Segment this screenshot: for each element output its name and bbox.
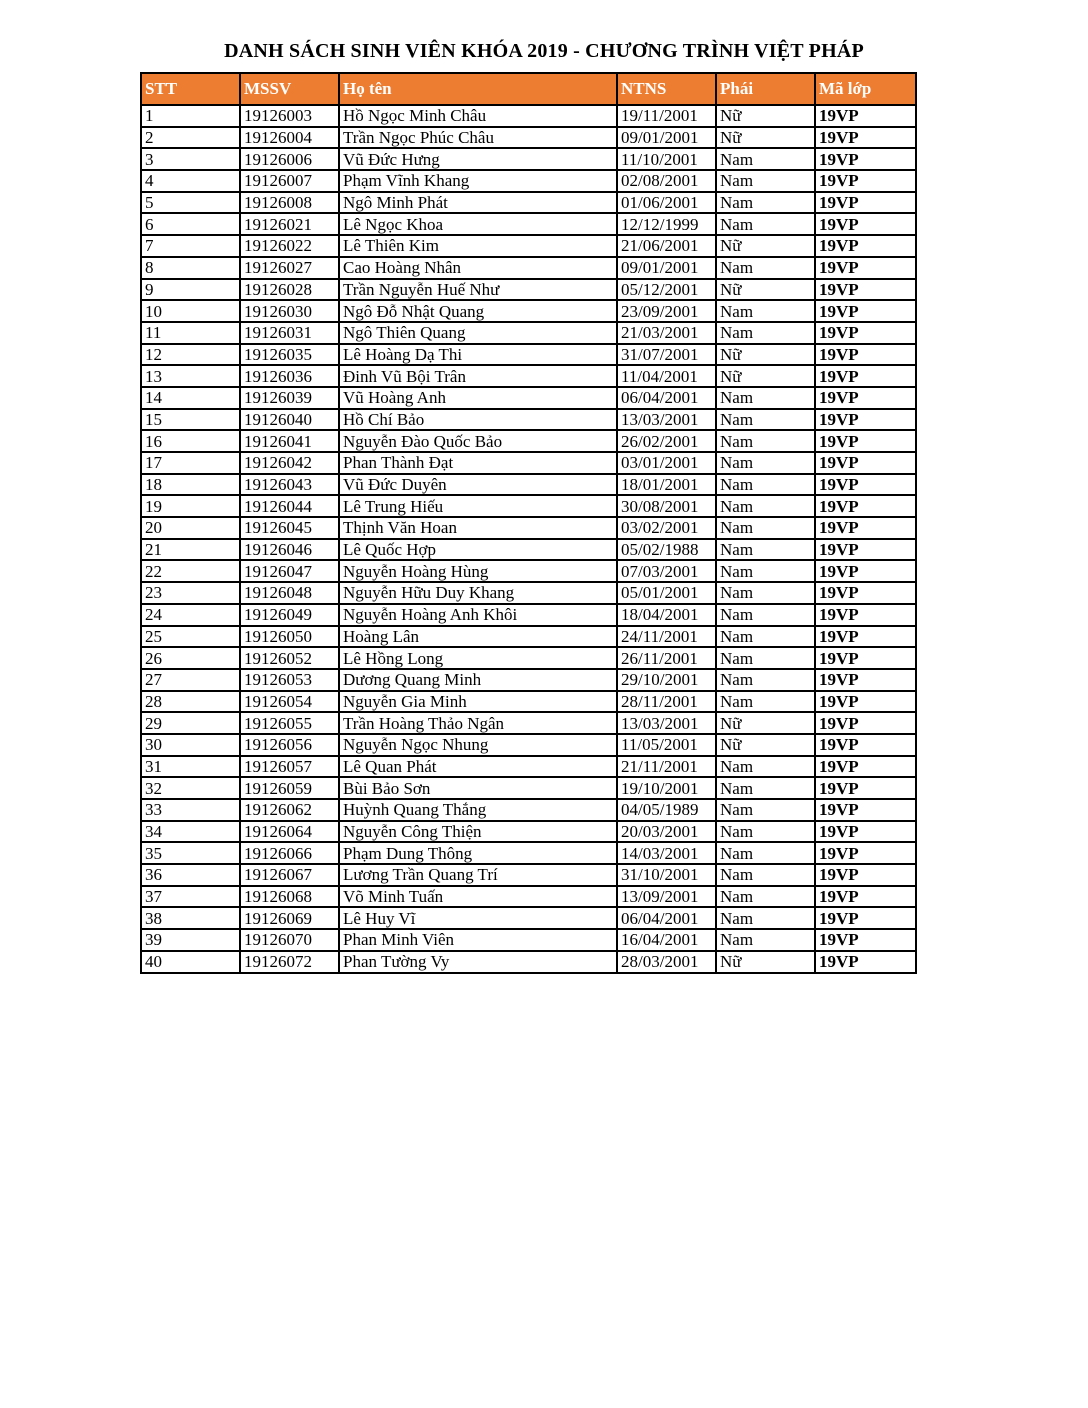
cell-gender: Nam bbox=[716, 257, 815, 279]
cell-stt: 16 bbox=[141, 430, 240, 452]
cell-stt: 25 bbox=[141, 626, 240, 648]
cell-name: Võ Minh Tuấn bbox=[339, 886, 617, 908]
cell-stt: 28 bbox=[141, 691, 240, 713]
table-row bbox=[141, 734, 916, 756]
table-row bbox=[141, 821, 916, 843]
cell-dob: 28/03/2001 bbox=[617, 951, 716, 973]
cell-name: Nguyễn Ngọc Nhung bbox=[339, 734, 617, 756]
cell-class: 19VP bbox=[815, 170, 916, 192]
cell-dob: 23/09/2001 bbox=[617, 300, 716, 322]
cell-mssv: 19126041 bbox=[240, 430, 339, 452]
cell-mssv: 19126072 bbox=[240, 951, 339, 973]
table-row bbox=[141, 691, 916, 713]
cell-stt: 32 bbox=[141, 777, 240, 799]
table-row bbox=[141, 192, 916, 214]
cell-dob: 01/06/2001 bbox=[617, 192, 716, 214]
cell-dob: 31/07/2001 bbox=[617, 344, 716, 366]
cell-mssv: 19126040 bbox=[240, 409, 339, 431]
cell-gender: Nữ bbox=[716, 105, 815, 127]
cell-stt: 10 bbox=[141, 300, 240, 322]
table-row bbox=[141, 604, 916, 626]
cell-gender: Nam bbox=[716, 647, 815, 669]
table-row bbox=[141, 560, 916, 582]
cell-stt: 12 bbox=[141, 344, 240, 366]
cell-gender: Nữ bbox=[716, 344, 815, 366]
cell-stt: 13 bbox=[141, 365, 240, 387]
table-row bbox=[141, 495, 916, 517]
document-title: DANH SÁCH SINH VIÊN KHÓA 2019 - CHƯƠNG TRÌNH VIỆT PHÁP bbox=[224, 40, 864, 62]
cell-stt: 15 bbox=[141, 409, 240, 431]
cell-stt: 27 bbox=[141, 669, 240, 691]
cell-class: 19VP bbox=[815, 387, 916, 409]
cell-class: 19VP bbox=[815, 300, 916, 322]
cell-dob: 05/02/1988 bbox=[617, 539, 716, 561]
table-row bbox=[141, 279, 916, 301]
cell-class: 19VP bbox=[815, 626, 916, 648]
cell-gender: Nam bbox=[716, 864, 815, 886]
cell-name: Ngô Minh Phát bbox=[339, 192, 617, 214]
cell-class: 19VP bbox=[815, 777, 916, 799]
cell-class: 19VP bbox=[815, 192, 916, 214]
cell-dob: 21/11/2001 bbox=[617, 756, 716, 778]
cell-class: 19VP bbox=[815, 691, 916, 713]
table-row bbox=[141, 257, 916, 279]
cell-gender: Nam bbox=[716, 560, 815, 582]
cell-stt: 14 bbox=[141, 387, 240, 409]
cell-mssv: 19126056 bbox=[240, 734, 339, 756]
cell-gender: Nữ bbox=[716, 712, 815, 734]
cell-name: Bùi Bảo Sơn bbox=[339, 777, 617, 799]
cell-dob: 19/11/2001 bbox=[617, 105, 716, 127]
cell-mssv: 19126035 bbox=[240, 344, 339, 366]
table-row bbox=[141, 452, 916, 474]
cell-gender: Nam bbox=[716, 409, 815, 431]
cell-class: 19VP bbox=[815, 452, 916, 474]
cell-name: Nguyễn Hoàng Anh Khôi bbox=[339, 604, 617, 626]
cell-stt: 36 bbox=[141, 864, 240, 886]
cell-dob: 06/04/2001 bbox=[617, 387, 716, 409]
cell-gender: Nam bbox=[716, 626, 815, 648]
cell-class: 19VP bbox=[815, 560, 916, 582]
cell-class: 19VP bbox=[815, 951, 916, 973]
cell-gender: Nam bbox=[716, 821, 815, 843]
cell-mssv: 19126021 bbox=[240, 213, 339, 235]
cell-stt: 6 bbox=[141, 213, 240, 235]
cell-dob: 03/01/2001 bbox=[617, 452, 716, 474]
cell-class: 19VP bbox=[815, 712, 916, 734]
table-row bbox=[141, 626, 916, 648]
cell-dob: 05/12/2001 bbox=[617, 279, 716, 301]
table-row bbox=[141, 582, 916, 604]
cell-name: Trần Nguyễn Huế Như bbox=[339, 279, 617, 301]
cell-dob: 16/04/2001 bbox=[617, 929, 716, 951]
cell-stt: 31 bbox=[141, 756, 240, 778]
cell-mssv: 19126044 bbox=[240, 495, 339, 517]
cell-stt: 3 bbox=[141, 148, 240, 170]
cell-stt: 30 bbox=[141, 734, 240, 756]
cell-name: Phan Thành Đạt bbox=[339, 452, 617, 474]
cell-class: 19VP bbox=[815, 907, 916, 929]
cell-mssv: 19126039 bbox=[240, 387, 339, 409]
cell-stt: 24 bbox=[141, 604, 240, 626]
cell-gender: Nam bbox=[716, 777, 815, 799]
cell-gender: Nam bbox=[716, 170, 815, 192]
cell-name: Đinh Vũ Bội Trân bbox=[339, 365, 617, 387]
cell-class: 19VP bbox=[815, 886, 916, 908]
cell-name: Vũ Đức Duyên bbox=[339, 474, 617, 496]
table-row bbox=[141, 409, 916, 431]
cell-name: Trần Hoàng Thảo Ngân bbox=[339, 712, 617, 734]
table-row bbox=[141, 907, 916, 929]
cell-stt: 21 bbox=[141, 539, 240, 561]
cell-dob: 13/03/2001 bbox=[617, 712, 716, 734]
cell-name: Dương Quang Minh bbox=[339, 669, 617, 691]
cell-name: Vũ Đức Hưng bbox=[339, 148, 617, 170]
cell-stt: 19 bbox=[141, 495, 240, 517]
cell-mssv: 19126036 bbox=[240, 365, 339, 387]
cell-gender: Nam bbox=[716, 886, 815, 908]
cell-mssv: 19126007 bbox=[240, 170, 339, 192]
cell-mssv: 19126068 bbox=[240, 886, 339, 908]
cell-gender: Nam bbox=[716, 582, 815, 604]
cell-dob: 18/01/2001 bbox=[617, 474, 716, 496]
cell-name: Lê Hoàng Dạ Thi bbox=[339, 344, 617, 366]
cell-gender: Nam bbox=[716, 322, 815, 344]
table-row bbox=[141, 517, 916, 539]
cell-mssv: 19126057 bbox=[240, 756, 339, 778]
cell-class: 19VP bbox=[815, 257, 916, 279]
cell-stt: 4 bbox=[141, 170, 240, 192]
cell-gender: Nam bbox=[716, 929, 815, 951]
cell-class: 19VP bbox=[815, 409, 916, 431]
cell-gender: Nữ bbox=[716, 951, 815, 973]
cell-name: Lê Huy Vĩ bbox=[339, 907, 617, 929]
cell-name: Lương Trần Quang Trí bbox=[339, 864, 617, 886]
cell-mssv: 19126069 bbox=[240, 907, 339, 929]
cell-class: 19VP bbox=[815, 821, 916, 843]
cell-gender: Nam bbox=[716, 604, 815, 626]
cell-stt: 39 bbox=[141, 929, 240, 951]
cell-gender: Nam bbox=[716, 452, 815, 474]
cell-name: Nguyễn Hữu Duy Khang bbox=[339, 582, 617, 604]
table-row bbox=[141, 474, 916, 496]
cell-class: 19VP bbox=[815, 279, 916, 301]
cell-mssv: 19126003 bbox=[240, 105, 339, 127]
cell-dob: 26/02/2001 bbox=[617, 430, 716, 452]
cell-dob: 19/10/2001 bbox=[617, 777, 716, 799]
cell-dob: 07/03/2001 bbox=[617, 560, 716, 582]
cell-class: 19VP bbox=[815, 430, 916, 452]
cell-name: Thịnh Văn Hoan bbox=[339, 517, 617, 539]
cell-class: 19VP bbox=[815, 734, 916, 756]
cell-dob: 11/10/2001 bbox=[617, 148, 716, 170]
cell-dob: 20/03/2001 bbox=[617, 821, 716, 843]
cell-mssv: 19126027 bbox=[240, 257, 339, 279]
cell-class: 19VP bbox=[815, 929, 916, 951]
cell-name: Lê Quốc Hợp bbox=[339, 539, 617, 561]
cell-name: Vũ Hoàng Anh bbox=[339, 387, 617, 409]
cell-gender: Nam bbox=[716, 300, 815, 322]
table-row bbox=[141, 387, 916, 409]
cell-class: 19VP bbox=[815, 756, 916, 778]
cell-class: 19VP bbox=[815, 799, 916, 821]
table-row bbox=[141, 344, 916, 366]
cell-class: 19VP bbox=[815, 322, 916, 344]
cell-name: Hồ Chí Bảo bbox=[339, 409, 617, 431]
cell-gender: Nam bbox=[716, 669, 815, 691]
cell-mssv: 19126004 bbox=[240, 127, 339, 149]
cell-gender: Nam bbox=[716, 691, 815, 713]
cell-dob: 04/05/1989 bbox=[617, 799, 716, 821]
cell-stt: 34 bbox=[141, 821, 240, 843]
cell-mssv: 19126052 bbox=[240, 647, 339, 669]
cell-name: Hồ Ngọc Minh Châu bbox=[339, 105, 617, 127]
cell-name: Nguyễn Công Thiện bbox=[339, 821, 617, 843]
cell-name: Lê Hồng Long bbox=[339, 647, 617, 669]
table-row bbox=[141, 929, 916, 951]
cell-mssv: 19126064 bbox=[240, 821, 339, 843]
cell-mssv: 19126066 bbox=[240, 842, 339, 864]
cell-name: Phạm Vĩnh Khang bbox=[339, 170, 617, 192]
cell-class: 19VP bbox=[815, 148, 916, 170]
cell-name: Cao Hoàng Nhân bbox=[339, 257, 617, 279]
table-row bbox=[141, 127, 916, 149]
cell-name: Lê Thiên Kim bbox=[339, 235, 617, 257]
cell-mssv: 19126030 bbox=[240, 300, 339, 322]
cell-name: Phan Tường Vy bbox=[339, 951, 617, 973]
table-row bbox=[141, 647, 916, 669]
cell-stt: 38 bbox=[141, 907, 240, 929]
cell-gender: Nam bbox=[716, 474, 815, 496]
cell-stt: 37 bbox=[141, 886, 240, 908]
table-row bbox=[141, 712, 916, 734]
cell-class: 19VP bbox=[815, 495, 916, 517]
table-row bbox=[141, 886, 916, 908]
header-row bbox=[141, 73, 916, 105]
cell-class: 19VP bbox=[815, 604, 916, 626]
table-row bbox=[141, 669, 916, 691]
cell-gender: Nam bbox=[716, 192, 815, 214]
cell-dob: 11/05/2001 bbox=[617, 734, 716, 756]
cell-class: 19VP bbox=[815, 864, 916, 886]
table-row bbox=[141, 235, 916, 257]
cell-stt: 1 bbox=[141, 105, 240, 127]
table-row bbox=[141, 951, 916, 973]
cell-name: Ngô Thiên Quang bbox=[339, 322, 617, 344]
cell-stt: 29 bbox=[141, 712, 240, 734]
cell-mssv: 19126053 bbox=[240, 669, 339, 691]
table-row bbox=[141, 170, 916, 192]
cell-gender: Nam bbox=[716, 517, 815, 539]
cell-dob: 26/11/2001 bbox=[617, 647, 716, 669]
cell-stt: 40 bbox=[141, 951, 240, 973]
table-row bbox=[141, 322, 916, 344]
cell-name: Lê Trung Hiếu bbox=[339, 495, 617, 517]
cell-dob: 21/03/2001 bbox=[617, 322, 716, 344]
table-row bbox=[141, 799, 916, 821]
cell-dob: 13/03/2001 bbox=[617, 409, 716, 431]
cell-gender: Nữ bbox=[716, 127, 815, 149]
cell-mssv: 19126054 bbox=[240, 691, 339, 713]
cell-mssv: 19126006 bbox=[240, 148, 339, 170]
cell-stt: 9 bbox=[141, 279, 240, 301]
cell-class: 19VP bbox=[815, 235, 916, 257]
cell-mssv: 19126022 bbox=[240, 235, 339, 257]
cell-stt: 26 bbox=[141, 647, 240, 669]
cell-dob: 02/08/2001 bbox=[617, 170, 716, 192]
column-header-name: Họ tên bbox=[339, 73, 617, 105]
cell-stt: 5 bbox=[141, 192, 240, 214]
cell-class: 19VP bbox=[815, 517, 916, 539]
cell-name: Nguyễn Gia Minh bbox=[339, 691, 617, 713]
cell-mssv: 19126055 bbox=[240, 712, 339, 734]
cell-stt: 33 bbox=[141, 799, 240, 821]
table-row bbox=[141, 777, 916, 799]
cell-stt: 23 bbox=[141, 582, 240, 604]
table-row bbox=[141, 148, 916, 170]
cell-mssv: 19126045 bbox=[240, 517, 339, 539]
table-row bbox=[141, 756, 916, 778]
cell-class: 19VP bbox=[815, 474, 916, 496]
cell-mssv: 19126042 bbox=[240, 452, 339, 474]
table-row bbox=[141, 864, 916, 886]
cell-name: Hoàng Lân bbox=[339, 626, 617, 648]
cell-dob: 30/08/2001 bbox=[617, 495, 716, 517]
table-row bbox=[141, 300, 916, 322]
cell-name: Trần Ngọc Phúc Châu bbox=[339, 127, 617, 149]
cell-mssv: 19126047 bbox=[240, 560, 339, 582]
column-header-gender: Phái bbox=[716, 73, 815, 105]
cell-mssv: 19126043 bbox=[240, 474, 339, 496]
cell-mssv: 19126048 bbox=[240, 582, 339, 604]
cell-gender: Nam bbox=[716, 799, 815, 821]
cell-dob: 28/11/2001 bbox=[617, 691, 716, 713]
cell-class: 19VP bbox=[815, 669, 916, 691]
cell-stt: 8 bbox=[141, 257, 240, 279]
column-header-dob: NTNS bbox=[617, 73, 716, 105]
cell-dob: 31/10/2001 bbox=[617, 864, 716, 886]
cell-mssv: 19126062 bbox=[240, 799, 339, 821]
cell-gender: Nữ bbox=[716, 734, 815, 756]
table-row bbox=[141, 105, 916, 127]
table-row bbox=[141, 365, 916, 387]
cell-gender: Nam bbox=[716, 756, 815, 778]
cell-mssv: 19126050 bbox=[240, 626, 339, 648]
cell-stt: 11 bbox=[141, 322, 240, 344]
cell-dob: 18/04/2001 bbox=[617, 604, 716, 626]
cell-class: 19VP bbox=[815, 539, 916, 561]
cell-gender: Nam bbox=[716, 842, 815, 864]
cell-mssv: 19126008 bbox=[240, 192, 339, 214]
cell-mssv: 19126031 bbox=[240, 322, 339, 344]
cell-dob: 13/09/2001 bbox=[617, 886, 716, 908]
column-header-mssv: MSSV bbox=[240, 73, 339, 105]
student-list-table bbox=[140, 72, 917, 974]
cell-name: Phạm Dung Thông bbox=[339, 842, 617, 864]
cell-class: 19VP bbox=[815, 127, 916, 149]
cell-gender: Nam bbox=[716, 539, 815, 561]
column-header-stt: STT bbox=[141, 73, 240, 105]
cell-name: Lê Quan Phát bbox=[339, 756, 617, 778]
column-header-class: Mã lớp bbox=[815, 73, 916, 105]
cell-gender: Nam bbox=[716, 387, 815, 409]
cell-mssv: 19126067 bbox=[240, 864, 339, 886]
cell-mssv: 19126059 bbox=[240, 777, 339, 799]
table-row bbox=[141, 539, 916, 561]
table-row bbox=[141, 842, 916, 864]
table-row bbox=[141, 430, 916, 452]
cell-stt: 7 bbox=[141, 235, 240, 257]
cell-name: Huỳnh Quang Thắng bbox=[339, 799, 617, 821]
cell-gender: Nam bbox=[716, 213, 815, 235]
cell-name: Lê Ngọc Khoa bbox=[339, 213, 617, 235]
cell-gender: Nam bbox=[716, 907, 815, 929]
cell-class: 19VP bbox=[815, 213, 916, 235]
cell-dob: 09/01/2001 bbox=[617, 257, 716, 279]
cell-gender: Nam bbox=[716, 148, 815, 170]
cell-class: 19VP bbox=[815, 365, 916, 387]
cell-name: Nguyễn Đào Quốc Bảo bbox=[339, 430, 617, 452]
cell-name: Phan Minh Viên bbox=[339, 929, 617, 951]
cell-stt: 17 bbox=[141, 452, 240, 474]
table-body bbox=[141, 105, 916, 973]
cell-name: Ngô Đỗ Nhật Quang bbox=[339, 300, 617, 322]
cell-stt: 2 bbox=[141, 127, 240, 149]
cell-gender: Nữ bbox=[716, 365, 815, 387]
cell-stt: 22 bbox=[141, 560, 240, 582]
cell-name: Nguyễn Hoàng Hùng bbox=[339, 560, 617, 582]
cell-dob: 14/03/2001 bbox=[617, 842, 716, 864]
cell-gender: Nữ bbox=[716, 235, 815, 257]
cell-mssv: 19126070 bbox=[240, 929, 339, 951]
cell-dob: 11/04/2001 bbox=[617, 365, 716, 387]
cell-gender: Nữ bbox=[716, 279, 815, 301]
cell-dob: 03/02/2001 bbox=[617, 517, 716, 539]
table-header bbox=[141, 73, 916, 105]
cell-mssv: 19126046 bbox=[240, 539, 339, 561]
cell-dob: 29/10/2001 bbox=[617, 669, 716, 691]
cell-stt: 18 bbox=[141, 474, 240, 496]
cell-stt: 35 bbox=[141, 842, 240, 864]
cell-gender: Nam bbox=[716, 430, 815, 452]
cell-class: 19VP bbox=[815, 582, 916, 604]
cell-dob: 09/01/2001 bbox=[617, 127, 716, 149]
table-row bbox=[141, 213, 916, 235]
cell-dob: 21/06/2001 bbox=[617, 235, 716, 257]
cell-dob: 24/11/2001 bbox=[617, 626, 716, 648]
cell-dob: 05/01/2001 bbox=[617, 582, 716, 604]
cell-stt: 20 bbox=[141, 517, 240, 539]
cell-dob: 12/12/1999 bbox=[617, 213, 716, 235]
cell-class: 19VP bbox=[815, 842, 916, 864]
cell-mssv: 19126028 bbox=[240, 279, 339, 301]
cell-class: 19VP bbox=[815, 344, 916, 366]
cell-dob: 06/04/2001 bbox=[617, 907, 716, 929]
cell-gender: Nam bbox=[716, 495, 815, 517]
cell-class: 19VP bbox=[815, 105, 916, 127]
cell-class: 19VP bbox=[815, 647, 916, 669]
cell-mssv: 19126049 bbox=[240, 604, 339, 626]
